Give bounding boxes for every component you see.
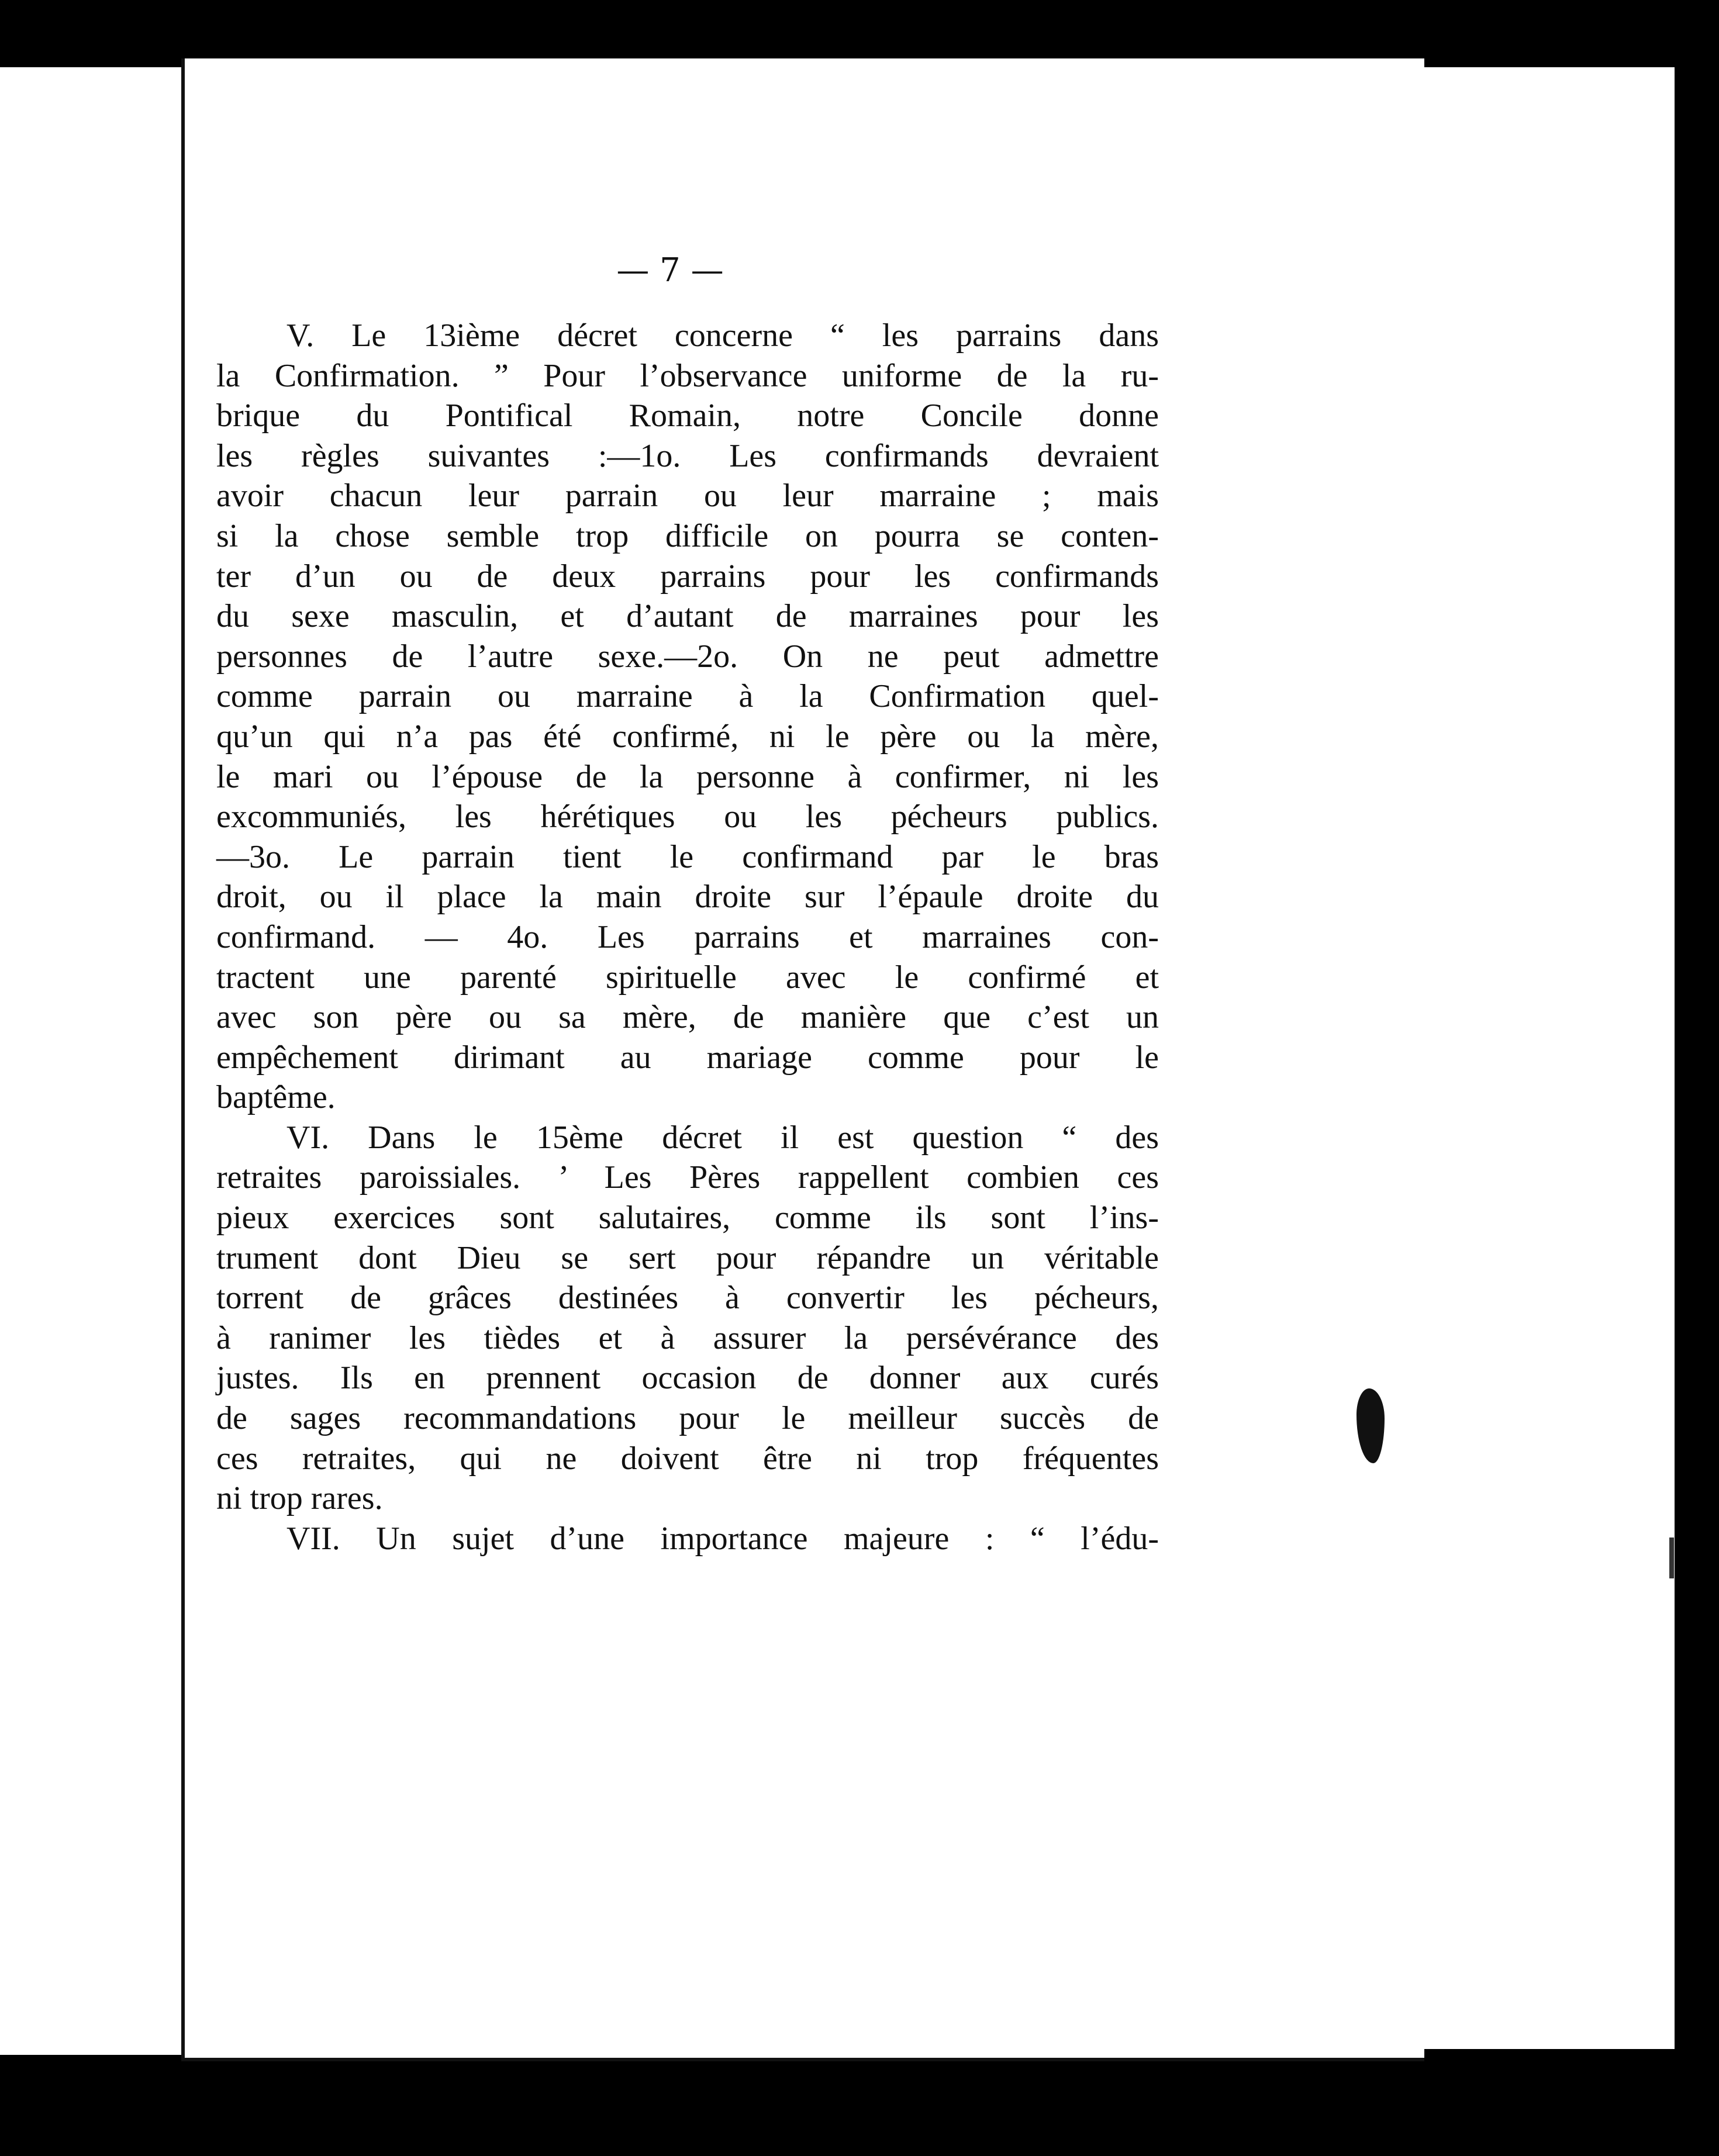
text-line: de sages recommandations pour le meilleur succès de <box>216 1400 1159 1437</box>
text-line: retraites paroissiales. ’ Les Pères rappellent combien ces <box>216 1159 1159 1196</box>
text-line: —3o. Le parrain tient le confirmand par le bras <box>216 838 1159 875</box>
text-line: torrent de grâces destinées à convertir les pécheurs, <box>216 1280 1159 1317</box>
right-page-edge <box>1421 67 1675 2049</box>
text-line: avec son père ou sa mère, de manière que c’est un <box>216 999 1159 1036</box>
text-line: VI. Dans le 15ème décret il est question “ des <box>286 1119 1159 1156</box>
text-line: baptême. <box>216 1079 336 1116</box>
body-text <box>216 316 1159 1559</box>
text-line: confirmand. — 4o. Les parrains et marraines con- <box>216 918 1159 955</box>
text-line: ter d’un ou de deux parrains pour les confirmands <box>216 558 1159 595</box>
text-line: VII. Un sujet d’une importance majeure : “ l’édu- <box>286 1520 1159 1557</box>
page-number: — 7 — <box>616 251 724 289</box>
text-line: les règles suivantes :—1o. Les confirmands devraient <box>216 437 1159 474</box>
text-line: le mari ou l’épouse de la personne à confirmer, ni les <box>216 758 1159 795</box>
text-line: trument dont Dieu se sert pour répandre un véritable <box>216 1239 1159 1276</box>
text-line: comme parrain ou marraine à la Confirmation quel- <box>216 678 1159 715</box>
text-line: avoir chacun leur parrain ou leur marraine ; mais <box>216 478 1159 514</box>
text-line: tractent une parenté spirituelle avec le confirmé et <box>216 959 1159 996</box>
left-page-edge <box>0 67 181 2055</box>
text-line: ni trop rares. <box>216 1480 383 1517</box>
text-line: V. Le 13ième décret concerne “ les parrains dans <box>286 317 1159 354</box>
text-line: qu’un qui n’a pas été confirmé, ni le père ou la mère, <box>216 718 1159 755</box>
text-line: personnes de l’autre sexe.—2o. On ne peut admettre <box>216 638 1159 675</box>
text-line: à ranimer les tièdes et à assurer la persévérance des <box>216 1319 1159 1356</box>
text-line: excommuniés, les hérétiques ou les pécheurs publics. <box>216 799 1159 835</box>
text-line: empêchement dirimant au mariage comme pour le <box>216 1039 1159 1076</box>
edge-mark <box>1669 1537 1674 1578</box>
text-line: ces retraites, qui ne doivent être ni trop fréquentes <box>216 1440 1159 1477</box>
text-line: si la chose semble trop difficile on pourra se conten- <box>216 517 1159 554</box>
text-line: la Confirmation. ” Pour l’observance uniforme de la ru- <box>216 357 1159 394</box>
text-line: du sexe masculin, et d’autant de marraines pour les <box>216 598 1159 635</box>
text-line: droit, ou il place la main droite sur l’épaule droite du <box>216 879 1159 915</box>
text-line: justes. Ils en prennent occasion de donner aux curés <box>216 1360 1159 1397</box>
text-line: pieux exercices sont salutaires, comme ils sont l’ins- <box>216 1200 1159 1236</box>
text-line: brique du Pontifical Romain, notre Concile donne <box>216 398 1159 434</box>
